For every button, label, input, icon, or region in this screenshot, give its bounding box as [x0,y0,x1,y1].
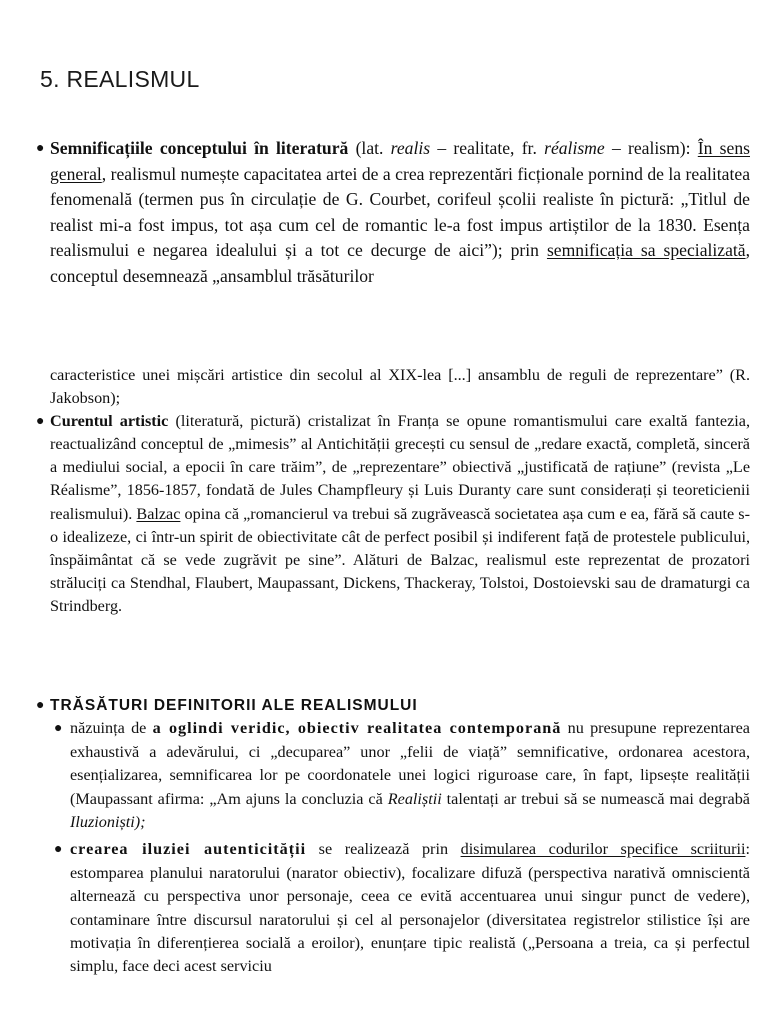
text-italic: Realiștii [387,789,442,808]
bullet-icon: ● [36,414,45,430]
text: opina că „romancierul va trebui să zugrăvească societatea așa cum e ea, fără să caute s-o idealizeze, ci într-un spirit de obiectivitate cât de perfect posibil și indiferent față de protestele publicului, înspăimântat că se vede zugrăvit pe sine”. Alături de Balzac, realismul este reprezentat de prozatori străluciți ca Stendhal, Flaubert, Maupassant, Dickens, Thackeray, Tolstoi, Dostoievski sau de dramaturgi ca Strindberg. [50,504,751,615]
text: , realismul numește capacitatea artei de a crea reprezentări ficționale pornind de la realitatea fenomenală (termen pus în circulație de G. Courbet, corifeul școlii realiste în pictură: „Titlul de realist mi-a fost impus, tot așa cum cel de romantic le-a fost impus artiștilor de la 1830. Esența realismului e negarea idealului și a tot ce decurge de aici”); prin [50,163,750,261]
text-underlined: disimularea codurilor specifice scriiturii [460,840,746,859]
paragraph-continuation [36,364,751,618]
text: năzuința de [70,719,153,738]
text: (lat. [348,138,391,158]
text-underlined: semnificația sa specializată [546,240,746,261]
bullet-icon: ● [54,842,63,858]
text-underlined: Balzac [136,504,181,523]
text-italic: réalisme [544,138,605,158]
bullet-icon: ● [36,698,45,713]
section-heading: TRĂSĂTURI DEFINITORII ALE REALISMULUI [50,697,418,714]
text-italic: Iluzioniști); [70,813,146,832]
bullet-icon: ● [36,141,45,156]
text-italic: realis [390,138,431,158]
text-bold: crearea iluziei autenticității [70,840,307,859]
term-curentul: Curentul artistic [50,412,169,431]
list-item-autenticitate [50,838,750,978]
text-underlined: În sens general [50,138,750,184]
paragraph-semnificatii [36,136,750,290]
text: : estomparea planului naratorului (narator obiectiv), focalizare difuză (perspectiva narativă omniscientă alternează cu perspectiva unor personaje, ceea ce evită accentuarea unui singur punct de vedere), contaminare între discursul naratorului și cel al personajelor (diversitatea registrelor stilistice își are motivația în diferențierea socială a eroilor), enunțare tipic realistă („Persoana a treia, ca și perfectul simplu, face deci acest serviciu [70,840,750,976]
text: nu presupune reprezentarea exhaustivă a adevărului, ci „decuparea” unor „felii de viață” semnificative, ordonarea acestora, esențializarea, semnificarea lor pe coordonatele unei logici riguroase care, în fapt, lipsește realității (Maupassant afirma: „Am ajuns la concluzia că [70,719,750,808]
text-jakobson: caracteristice unei mișcări artistice din secolul al XIX-lea [...] ansamblu de reguli de reprezentare” (R. Jakobson); [50,366,750,408]
paragraph-curentul [36,410,751,618]
text: – realitate, fr. [430,138,545,158]
text: (literatură, pictură) cristalizat în Franța se opune romantismului care exaltă fantezia, reactualizând conceptul de „mimesis” al Antichității grecești cu sensul de „redare exactă, completă, sinceră a mediului social, a epocii în care trăim”, de „reprezentare” obiectivă „justificată de rațiune” (revista „Le Réalisme”, 1856-1857, fondată de Jules Champfleury și Luis Duranty care sunt considerați și teoreticienii realismului). [50,412,751,523]
section-trasaturi [36,694,750,979]
text: – realism): [604,138,698,158]
page-title: 5. REALISMUL [40,66,200,92]
text-bold: a oglindi veridic, obiectiv realitatea contemporană [152,719,562,738]
list-item-oglindire [50,717,750,834]
text: se realizează prin [306,840,461,859]
bullet-icon: ● [54,721,63,737]
text: talentați ar trebui să se numească mai degrabă [441,789,750,808]
term-semnificatii: Semnificațiile conceptului în literatură [50,138,349,158]
text: , conceptul desemnează „ansamblul trăsăturilor [50,240,750,286]
